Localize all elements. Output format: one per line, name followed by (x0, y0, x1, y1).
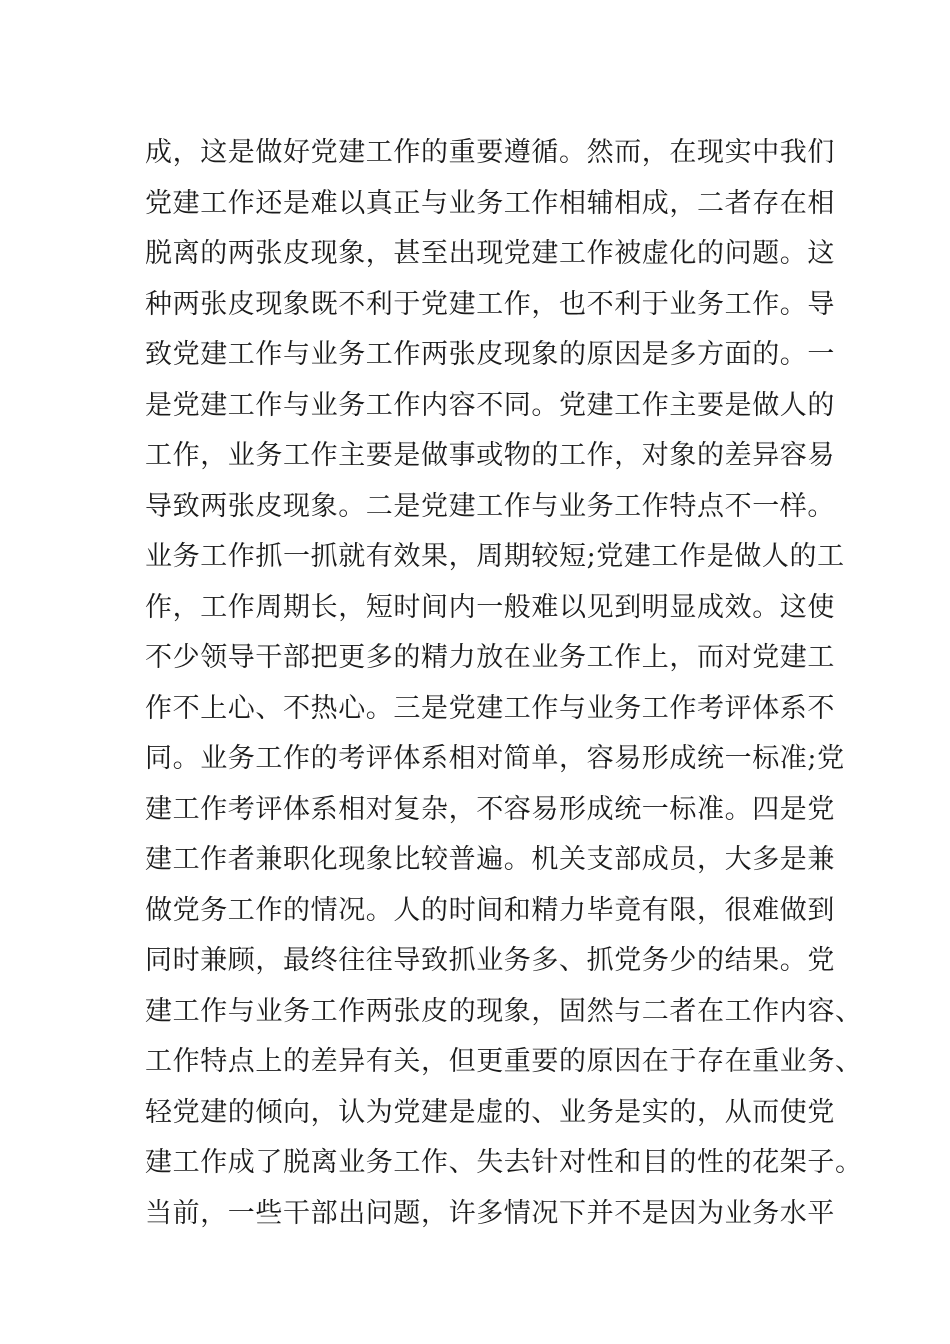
text-line: 工作特点上的差异有关，但更重要的原因在于存在重业务、 (145, 1046, 863, 1077)
text-line: 作不上心、不热心。三是党建工作与业务工作考评体系不 (145, 692, 835, 724)
text-line: 工作，业务工作主要是做事或物的工作，对象的差异容易 (145, 440, 835, 471)
text-line: 建工作与业务工作两张皮的现象，固然与二者在工作内容、 (145, 995, 863, 1027)
text-line: 脱离的两张皮现象，甚至出现党建工作被虚化的问题。这 (145, 238, 835, 269)
text-line: 致党建工作与业务工作两张皮现象的原因是多方面的。一 (145, 339, 835, 370)
text-line: 业务工作抓一抓就有效果，周期较短;党建工作是做人的工 (145, 541, 845, 572)
text-line: 不少领导干部把更多的精力放在业务工作上，而对党建工 (145, 642, 835, 673)
text-line: 同时兼顾，最终往往导致抓业务多、抓党务少的结果。党 (145, 945, 835, 976)
text-line: 轻党建的倾向，认为党建是虚的、业务是实的，从而使党 (145, 1096, 835, 1128)
text-line: 建工作者兼职化现象比较普遍。机关支部成员，大多是兼 (145, 844, 835, 875)
text-line: 导致两张皮现象。二是党建工作与业务工作特点不一样。 (145, 490, 835, 522)
text-line: 当前，一些干部出问题，许多情况下并不是因为业务水平 (145, 1197, 835, 1229)
text-line: 成，这是做好党建工作的重要遵循。然而，在现实中我们 (145, 137, 835, 168)
text-line: 种两张皮现象既不利于党建工作，也不利于业务工作。导 (145, 288, 835, 320)
text-line: 做党务工作的情况。人的时间和精力毕竟有限，很难做到 (145, 894, 835, 926)
text-line: 是党建工作与业务工作内容不同。党建工作主要是做人的 (145, 389, 835, 421)
body-text (145, 128, 863, 1239)
text-line: 建工作成了脱离业务工作、失去针对性和目的性的花架子。 (145, 1147, 863, 1178)
text-line: 作，工作周期长，短时间内一般难以见到明显成效。这使 (145, 591, 835, 623)
text-line: 建工作考评体系相对复杂，不容易形成统一标准。四是党 (145, 793, 835, 825)
text-line: 党建工作还是难以真正与业务工作相辅相成，二者存在相 (145, 187, 835, 219)
text-line: 同。业务工作的考评体系相对简单，容易形成统一标准;党 (145, 743, 845, 774)
